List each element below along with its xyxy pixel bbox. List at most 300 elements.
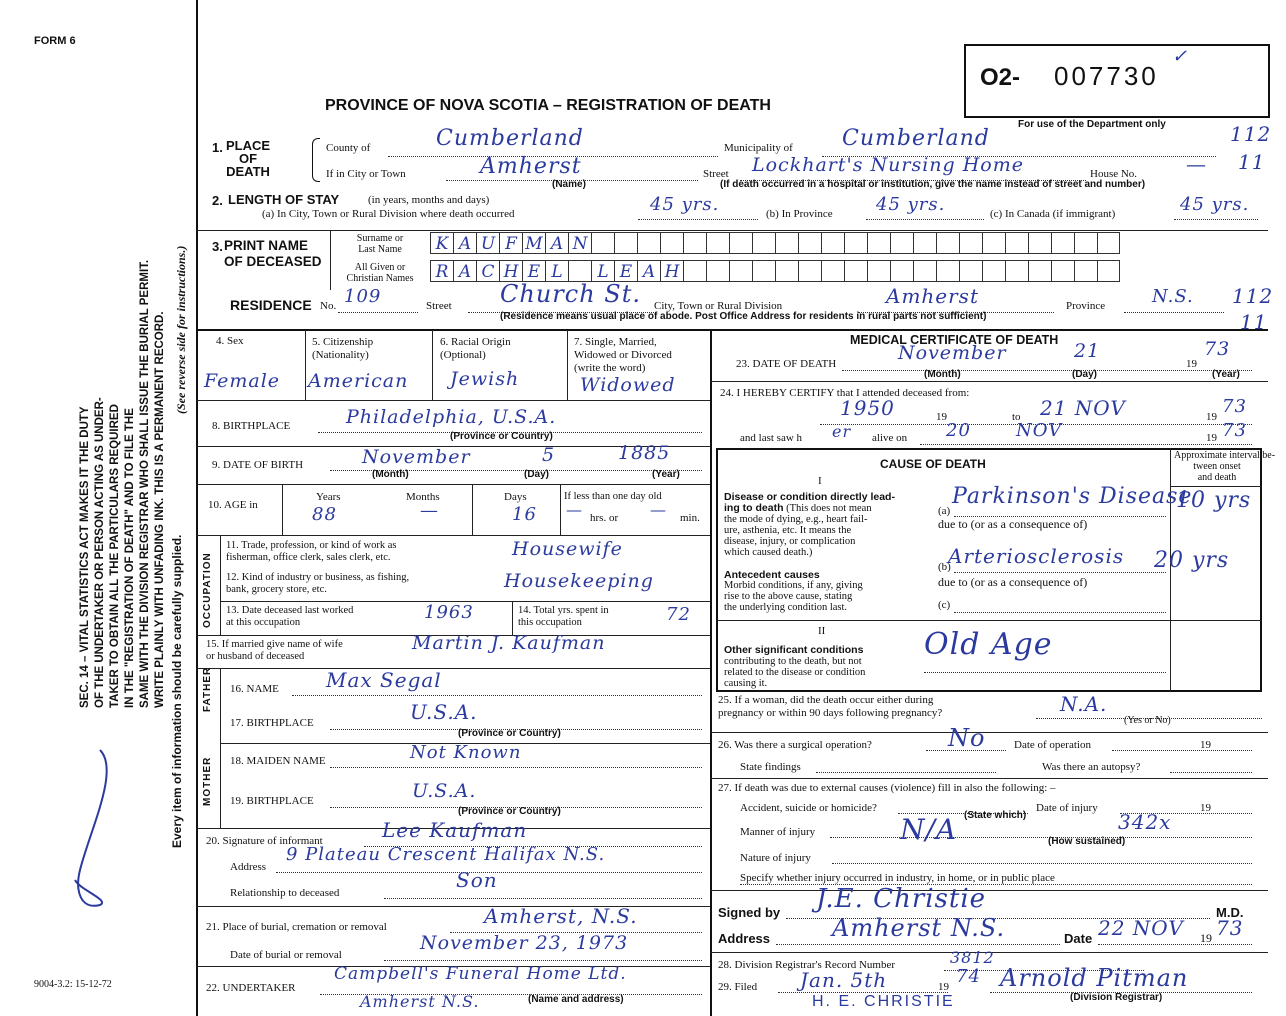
address-value: Amherst N.S. (832, 914, 1006, 942)
mother-maiden-line (330, 767, 702, 768)
city-value: Amherst (480, 154, 582, 179)
given-name-letter-cell[interactable] (982, 260, 1005, 282)
surgery-value: No (948, 724, 986, 752)
total-value: 72 (666, 604, 691, 625)
row-rule-9 (196, 484, 710, 485)
age-div-2 (472, 485, 473, 535)
date-signed-value: 22 NOV (1098, 916, 1184, 940)
certify-from-19: 19 (936, 411, 947, 423)
place-brace (312, 138, 320, 182)
filed-19: 19 (938, 981, 949, 993)
med-rule-27 (710, 890, 1268, 891)
father-birthplace-note: (Province or Country) (458, 728, 561, 739)
age-label: 10. AGE in (208, 499, 258, 511)
house-label: House No. (1090, 168, 1138, 180)
direct-label: Disease or condition directly lead- ing to death (724, 491, 895, 514)
surname-label: Surname or Last Name (356, 233, 404, 255)
residence-no-line (338, 312, 418, 313)
surname-letter-cell[interactable] (1097, 232, 1120, 254)
side-notice-2: Every item of information should be carefully supplied. (170, 534, 184, 848)
consequence-b: due to (or as a consequence of) (938, 575, 1088, 589)
op-year: 19 (1200, 739, 1211, 751)
father-birthplace-value: U.S.A. (410, 700, 478, 724)
hrs-value: — (566, 500, 583, 519)
col-div-1 (305, 330, 306, 400)
dept-code-2: 11 (1238, 150, 1266, 174)
residence-city-label: City, Town or Rural Division (654, 300, 783, 312)
origin-value: Jewish (450, 368, 520, 390)
given-name-letter-cell[interactable]: H (660, 260, 683, 282)
city-label: If in City or Town (326, 168, 406, 180)
dob-month: November (362, 446, 471, 468)
dob-month-note: (Month) (372, 469, 409, 480)
residence-note: (Residence means usual place of abode. Post Office Address for residents in rural parts not sufficient) (500, 311, 987, 322)
age-div-1 (282, 485, 283, 535)
signed-label: Signed by (718, 905, 781, 920)
mother-maiden-label: 18. MAIDEN NAME (230, 755, 326, 767)
stay-num: 2. (212, 193, 223, 208)
md-label: M.D. (1216, 905, 1244, 920)
birthplace-note: (Province or Country) (450, 431, 553, 442)
stay-city-value: 45 yrs. (650, 194, 720, 215)
given-name-letter-cell[interactable]: R (430, 260, 453, 282)
residence-label: RESIDENCE (230, 297, 312, 313)
lastsaw-month: NOV (1016, 420, 1063, 441)
form-left-border (196, 0, 198, 1016)
side-notice-line: TAKER TO OBTAIN ALL THE PARTICULARS REQUIRED (109, 404, 121, 708)
mother-birthplace-label: 19. BIRTHPLACE (230, 795, 314, 807)
autopsy-line (1170, 772, 1252, 773)
surname-letter-cell[interactable] (890, 232, 913, 254)
given-name-letter-cell[interactable] (752, 260, 775, 282)
other-note: contributing to the death, but not related to the disease or condition causing it. (724, 656, 866, 689)
stay-province-line (866, 219, 984, 220)
given-name-letter-cell[interactable] (913, 260, 936, 282)
informant-relation-label: Relationship to deceased (230, 887, 340, 899)
surname-letter-cell[interactable] (798, 232, 821, 254)
col-div-3 (567, 330, 568, 400)
age-div-3 (560, 485, 561, 535)
lower-top-rule (196, 329, 1268, 331)
mother-birthplace-value: U.S.A. (412, 780, 477, 802)
burial-place-value: Amherst, N.S. (484, 904, 638, 928)
sex-label: 4. Sex (216, 335, 244, 347)
pregnancy-yesno: (Yes or No) (1124, 715, 1171, 726)
dept-code-4: 11 (1240, 310, 1268, 334)
death-year: 73 (1204, 338, 1231, 360)
residence-province-line (1124, 312, 1224, 313)
lastworked-value: 1963 (424, 602, 474, 623)
given-names-grid[interactable] (430, 260, 1120, 282)
given-name-letter-cell[interactable] (1097, 260, 1120, 282)
side-notice-line: WRITE PLAINLY WITH UNFADING INK. THIS IS A PERMANENT RECORD. (154, 311, 166, 708)
death-day-note: (Day) (1072, 369, 1098, 380)
given-name-letter-cell[interactable] (729, 260, 752, 282)
given-name-letter-cell[interactable] (1051, 260, 1074, 282)
name-top-rule (196, 230, 1268, 231)
side-notice-line: SEC. 14 – VITAL STATISTICS ACT MAKES IT THE DUTY (79, 406, 91, 708)
form-label: FORM 6 (34, 35, 76, 47)
side-notice (78, 260, 168, 708)
cause-a-value: Parkinson's Disease (952, 484, 1193, 509)
surname-letter-cell[interactable] (683, 232, 706, 254)
age-days-value: 16 (512, 504, 537, 525)
registrar-number: 3812 (950, 948, 995, 967)
undertaker-label: 22. UNDERTAKER (206, 982, 296, 994)
roman-one: I (818, 475, 822, 487)
informant-relation-line (384, 898, 702, 899)
stay-province-label: (b) In Province (766, 208, 833, 220)
med-rule-25 (710, 732, 1268, 733)
other-value: Old Age (924, 627, 1053, 662)
residence-province-value: N.S. (1152, 286, 1194, 307)
manner-value: N/A (900, 813, 958, 846)
residence-province-label: Province (1066, 300, 1106, 312)
min-value: — (650, 500, 667, 519)
certify-to-19: 19 (1206, 411, 1217, 423)
surname-letter-cell[interactable] (913, 232, 936, 254)
specify-label: Specify whether injury occurred in industry, in home, or in public place (740, 872, 1055, 884)
certify-to-label: to (1012, 411, 1021, 423)
findings-label: State findings (740, 761, 801, 773)
surname-letter-cell[interactable]: F (499, 232, 522, 254)
marital-label: 7. Single, Married, Widowed or Divorced (write the word) (574, 336, 672, 374)
death-year-prefix: 19 (1186, 358, 1197, 370)
mother-side-label: MOTHER (202, 756, 213, 806)
side-notice-line: OF THE UNDERTAKER OR PERSON ACTING AS UNDER- (94, 397, 106, 708)
certify-label: 24. I HEREBY CERTIFY that I attended deceased from: (720, 387, 970, 399)
given-name-letter-cell[interactable] (844, 260, 867, 282)
filed-label: 29. Filed (718, 981, 758, 993)
mother-birthplace-note: (Province or Country) (458, 806, 561, 817)
surgery-label: 26. Was there a surgical operation? (718, 739, 872, 751)
name-num: 3. (212, 239, 223, 254)
surname-letter-cell[interactable]: M (522, 232, 545, 254)
stay-label: LENGTH OF STAY (228, 192, 340, 207)
lastworked-label: 13. Date deceased last worked at this occupation (226, 605, 354, 628)
given-name-letter-cell[interactable] (867, 260, 890, 282)
accident-label: Accident, suicide or homicide? (740, 802, 877, 814)
place-num: 1. (212, 140, 223, 155)
other-line (924, 672, 1166, 673)
certify-to-date: 21 NOV (1040, 396, 1126, 420)
father-name-label: 16. NAME (230, 683, 279, 695)
total-label: 14. Total yrs. spent in this occupation (518, 605, 609, 628)
alive-label: alive on (872, 432, 908, 444)
dob-label: 9. DATE OF BIRTH (212, 459, 304, 471)
registrar-note: (Division Registrar) (1070, 992, 1163, 1003)
given-name-letter-cell[interactable] (568, 260, 591, 282)
house-value: — (1186, 152, 1207, 176)
record-number-box (964, 44, 1270, 118)
father-side-label: FATHER (202, 666, 213, 712)
other-label: Other significant conditions (724, 644, 864, 656)
death-month: November (898, 342, 1007, 364)
residence-no-label: No. (320, 300, 337, 312)
undertaker-note: (Name and address) (528, 994, 624, 1005)
date-signed-line (1098, 944, 1252, 945)
stay-province-value: 45 yrs. (876, 194, 946, 215)
county-label: County of (326, 142, 371, 154)
trade-label: 11. Trade, profession, or kind of work as fisherman, office clerk, sales clerk, etc. (226, 540, 397, 563)
stamp-name: H. E. CHRISTIE (812, 993, 955, 1010)
surname-letter-cell[interactable] (982, 232, 1005, 254)
record-prefix: O2- (980, 64, 1021, 91)
informant-address-value: 9 Plateau Crescent Halifax N.S. (286, 844, 606, 865)
address-label: Address (718, 931, 771, 946)
surname-letter-cell[interactable] (775, 232, 798, 254)
certify-from: 1950 (840, 396, 895, 420)
date-signed-label: Date (1064, 931, 1093, 946)
lastsaw-19: 19 (1206, 432, 1217, 444)
given-name-letter-cell[interactable] (1005, 260, 1028, 282)
date-signed-19: 19 (1200, 931, 1212, 945)
given-name-letter-cell[interactable]: E (522, 260, 545, 282)
stay-canada-line (1174, 219, 1258, 220)
burial-date-label: Date of burial or removal (230, 949, 342, 961)
surname-letter-cell[interactable]: A (453, 232, 476, 254)
citizenship-label: 5. Citizenship (Nationality) (312, 336, 374, 361)
external-label: 27. If death was due to external causes (violence) fill in also the following: – (718, 782, 1056, 794)
residence-street-label: Street (426, 300, 452, 312)
given-name-letter-cell[interactable] (821, 260, 844, 282)
dob-day: 5 (542, 444, 556, 466)
side-notice-3: (See reverse side for instructions.) (174, 245, 188, 414)
hrs-label: hrs. or (590, 512, 619, 524)
lastsaw-day: 20 (946, 420, 971, 441)
informant-sig-label: 20. Signature of informant (206, 835, 323, 847)
birthplace-label: 8. BIRTHPLACE (212, 420, 291, 432)
address-line (776, 944, 1060, 945)
age-months-value: — (420, 500, 439, 521)
surname-letter-cell[interactable] (1051, 232, 1074, 254)
manner-line (830, 837, 1252, 838)
consequence-a: due to (or as a consequence of) (938, 517, 1088, 531)
given-label: All Given or Christian Names (346, 262, 414, 284)
min-label: min. (680, 512, 700, 524)
citizenship-value: American (308, 370, 409, 392)
death-day: 21 (1074, 340, 1101, 362)
pregnancy-value: N.A. (1060, 692, 1108, 716)
cause-b-line (954, 572, 1166, 573)
injury-year: 19 (1200, 802, 1211, 814)
father-name-value: Max Segal (326, 668, 442, 692)
surname-letter-cell[interactable] (752, 232, 775, 254)
burial-place-label: 21. Place of burial, cremation or removal (206, 921, 387, 933)
date-signed-year: 73 (1216, 916, 1244, 940)
dob-day-note: (Day) (524, 469, 550, 480)
lastsaw-mark: er (832, 422, 852, 441)
surname-letter-cell[interactable] (1005, 232, 1028, 254)
margin-mark-scribble (60, 740, 130, 920)
antecedent-label: Antecedent causes (724, 569, 820, 581)
undertaker-name: Campbell's Funeral Home Ltd. (334, 964, 627, 984)
given-name-letter-cell[interactable] (775, 260, 798, 282)
cause-c-line (954, 612, 1166, 613)
street-label: Street (703, 168, 729, 180)
cause-a-label: (a) (938, 505, 951, 517)
age-years-value: 88 (312, 504, 337, 525)
street-value: Lockhart's Nursing Home (752, 154, 1024, 176)
undertaker-address: Amherst N.S. (360, 992, 480, 1011)
age-days-label: Days (504, 491, 527, 503)
residence-city-value: Amherst (886, 284, 979, 308)
footer-code: 9004-3.2: 15-12-72 (34, 979, 112, 990)
interval-header: Approximate interval be- tween onset and death (1174, 450, 1276, 483)
age-months-label: Months (406, 491, 440, 503)
autopsy-label: Was there an autopsy? (1042, 761, 1141, 773)
registrar-label: 28. Division Registrar's Record Number (718, 959, 896, 971)
informant-sig-value: Lee Kaufman (382, 818, 528, 842)
death-date-label: 23. DATE OF DEATH (736, 358, 837, 370)
dob-year: 1885 (618, 442, 671, 464)
surname-letter-cell[interactable]: N (568, 232, 591, 254)
lessday-label: If less than one day old (564, 491, 662, 502)
death-year-note: (Year) (1212, 369, 1240, 380)
record-number: 007730 (1054, 61, 1159, 91)
findings-line (816, 772, 996, 773)
mother-maiden-value: Not Known (410, 742, 522, 763)
state-which: (State which) (964, 810, 1027, 821)
surname-letter-cell[interactable] (959, 232, 982, 254)
stay-label-note: (in years, months and days) (368, 194, 490, 206)
given-name-letter-cell[interactable]: C (476, 260, 499, 282)
occupation-side-label: OCCUPATION (202, 552, 213, 628)
given-name-letter-cell[interactable] (1028, 260, 1051, 282)
side-notice-line: SAME WITH THE DIVISION REGISTRAR WHO SHALL ISSUE THE BURIAL PERMIT. (139, 259, 151, 708)
stay-canada-label: (c) In Canada (if immigrant) (990, 208, 1116, 220)
given-name-letter-cell[interactable] (959, 260, 982, 282)
lastsaw-line (920, 444, 1252, 445)
dept-code-3: 112 (1232, 284, 1274, 308)
surname-letter-cell[interactable]: A (545, 232, 568, 254)
place-label: PLACE OF DEATH (226, 138, 271, 179)
cause-b-label: (b) (938, 561, 951, 573)
op-date-line (1112, 750, 1252, 751)
how-sustained: (How sustained) (1048, 836, 1126, 847)
center-divider (710, 329, 712, 1016)
given-name-letter-cell[interactable] (683, 260, 706, 282)
burial-date-line (384, 960, 702, 961)
pregnancy-label: 25. If a woman, did the death occur either during pregnancy or within 90 days following pregnancy? (718, 694, 943, 719)
dept-code-1: 112 (1230, 122, 1272, 146)
burial-date-value: November 23, 1973 (420, 932, 629, 954)
row-rule-4 (196, 400, 710, 401)
dob-year-note: (Year) (652, 469, 680, 480)
death-date-line (842, 370, 1252, 371)
given-name-letter-cell[interactable] (706, 260, 729, 282)
filed-value: Jan. 5th (800, 968, 888, 992)
residence-street-value: Church St. (500, 280, 641, 308)
surname-letter-cell[interactable] (867, 232, 890, 254)
informant-address-label: Address (230, 861, 267, 873)
sex-value: Female (204, 370, 281, 392)
city-name-note: (Name) (552, 179, 586, 190)
col-div-2 (432, 330, 433, 400)
signed-value: J.E. Christie (816, 884, 987, 914)
birthplace-value: Philadelphia, U.S.A. (346, 406, 557, 428)
age-years-label: Years (316, 491, 341, 503)
given-name-letter-cell[interactable] (936, 260, 959, 282)
surname-letter-cell[interactable] (936, 232, 959, 254)
municipality-label: Municipality of (724, 142, 793, 154)
row-rule-10 (196, 535, 710, 536)
surname-letter-cell[interactable] (660, 232, 683, 254)
given-name-letter-cell[interactable]: A (637, 260, 660, 282)
death-month-note: (Month) (924, 369, 961, 380)
record-check: ✓ (1172, 46, 1189, 67)
given-name-letter-cell[interactable]: L (545, 260, 568, 282)
given-name-letter-cell[interactable] (1074, 260, 1097, 282)
cause-b-value: Arteriosclerosis (948, 544, 1125, 568)
municipality-value: Cumberland (842, 126, 990, 151)
industry-label: 12. Kind of industry or business, as fishing, bank, grocery store, etc. (226, 572, 410, 595)
stay-city-label: (a) In City, Town or Rural Division where death occurred (262, 208, 515, 220)
certify-to-year: 73 (1222, 396, 1247, 417)
surname-letter-cell[interactable] (729, 232, 752, 254)
given-name-letter-cell[interactable]: L (591, 260, 614, 282)
father-birthplace-label: 17. BIRTHPLACE (230, 717, 314, 729)
surname-letter-cell[interactable]: U (476, 232, 499, 254)
stay-canada-value: 45 yrs. (1180, 194, 1250, 215)
med-rule-26 (710, 778, 1268, 779)
given-name-letter-cell[interactable]: A (453, 260, 476, 282)
injury-date-label: Date of injury (1036, 802, 1098, 814)
given-name-letter-cell[interactable]: H (499, 260, 522, 282)
surname-letter-cell[interactable] (844, 232, 867, 254)
direct-cause-label-block (724, 492, 934, 558)
stay-city-line (638, 219, 758, 220)
surname-letter-cell[interactable] (614, 232, 637, 254)
surname-letter-cell[interactable] (1074, 232, 1097, 254)
surname-letter-cell[interactable] (706, 232, 729, 254)
side-notice-line: IN THE "REGISTRATION OF DEATH" AND TO FILE THE (124, 408, 136, 708)
given-name-letter-cell[interactable] (798, 260, 821, 282)
cause-b-interval: 20 yrs (1154, 548, 1230, 573)
occupation-col-div (512, 601, 513, 635)
med-rule-23 (710, 381, 1268, 382)
direct-note: (This does not mean the mode of dying, e.g., heart fail- ure, asthenia, etc. It means the disease, injury, or complication which caused death.) (724, 503, 872, 558)
given-name-letter-cell[interactable] (890, 260, 913, 282)
surname-letter-cell[interactable] (821, 232, 844, 254)
cause-part-rule (716, 620, 1262, 621)
parent-side-div (220, 668, 221, 828)
informant-relation-value: Son (456, 868, 498, 892)
surname-letter-cell[interactable] (637, 232, 660, 254)
surname-letter-cell[interactable] (1028, 232, 1051, 254)
surname-letter-cell[interactable] (591, 232, 614, 254)
surname-grid[interactable] (430, 232, 1120, 254)
trade-value: Housewife (512, 538, 623, 560)
county-value: Cumberland (436, 126, 584, 151)
spouse-value: Martin J. Kaufman (412, 632, 606, 654)
father-name-line (292, 695, 702, 696)
op-date-label: Date of operation (1014, 739, 1091, 751)
given-name-letter-cell[interactable]: E (614, 260, 637, 282)
spouse-label: 15. If married give name of wife or husband of deceased (206, 639, 343, 662)
lastsaw-year: 73 (1222, 420, 1247, 441)
occupation-side-div (220, 535, 221, 635)
nature-line (832, 863, 1252, 864)
street-note: (If death occurred in a hospital or institution, give the name instead of street and number) (720, 179, 1146, 190)
surname-letter-cell[interactable]: K (430, 232, 453, 254)
residence-no-value: 109 (344, 286, 382, 307)
origin-label: 6. Racial Origin (Optional) (440, 336, 511, 361)
manner-code: 342x (1118, 810, 1172, 834)
name-label: PRINT NAME OF DECEASED (224, 238, 322, 269)
cause-header: CAUSE OF DEATH (880, 457, 986, 471)
registrar-sig: Arnold Pitman (1000, 964, 1189, 992)
